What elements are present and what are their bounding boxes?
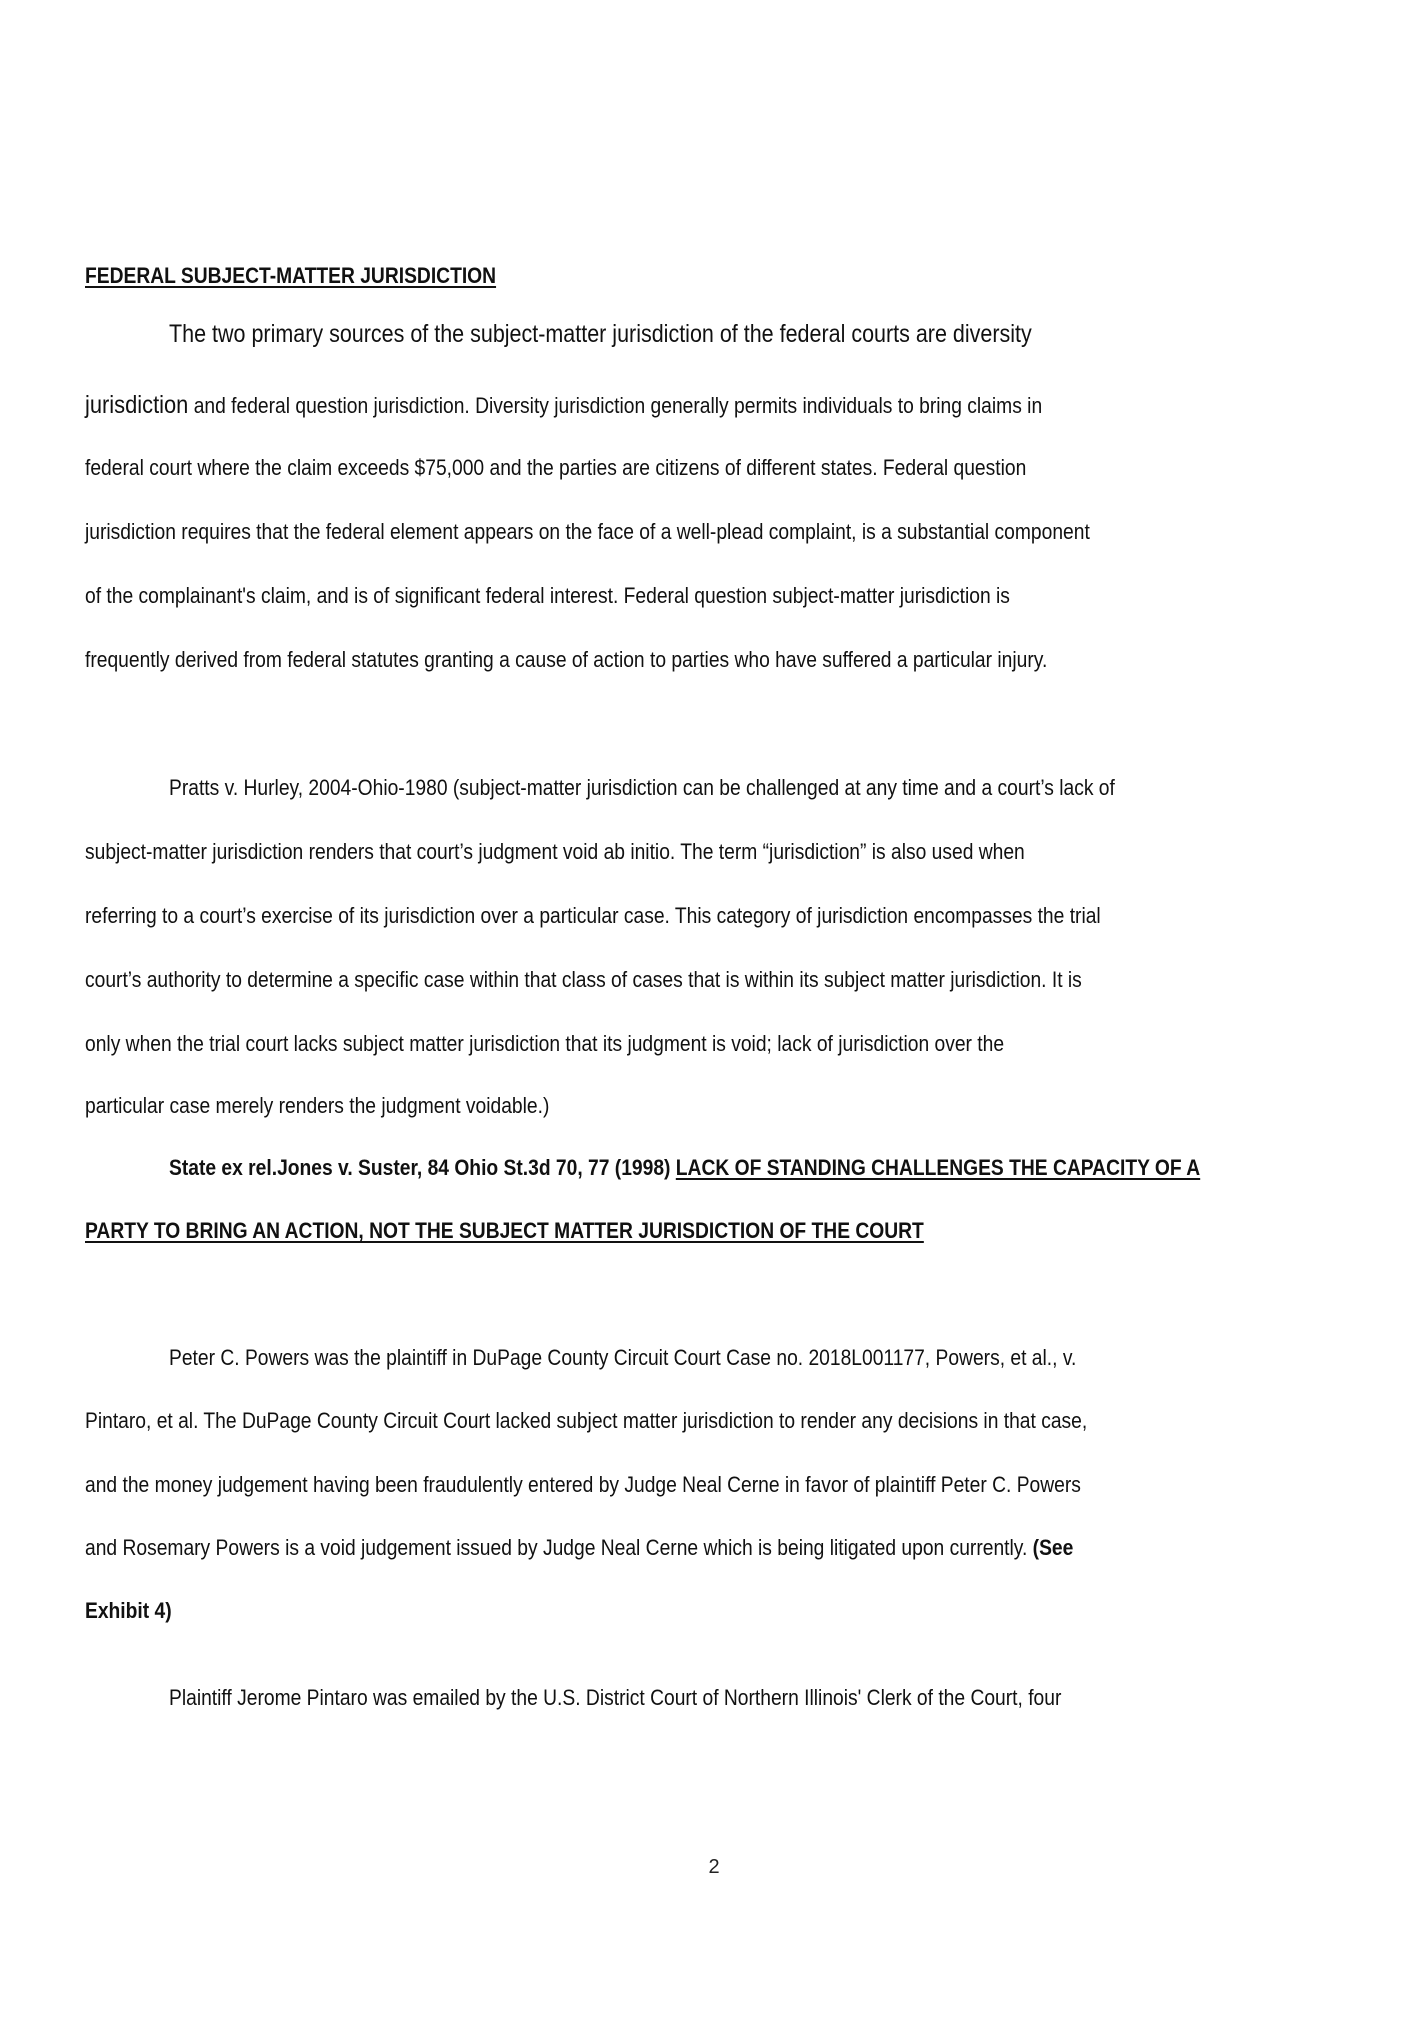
paragraph-1-line-2 [85,392,1042,419]
paragraph-2-line-4: court’s authority to determine a specific case within that class of cases that is within its subject matter jurisdiction. It is [85,967,1082,992]
paragraph-1-line-3: federal court where the claim exceeds $75,000 and the parties are citizens of different states. Federal question [85,455,1027,480]
exhibit-reference-end: Exhibit 4) [85,1598,172,1623]
paragraph-2-line-5: only when the trial court lacks subject matter jurisdiction that its judgment is void; lack of jurisdiction over the [85,1031,1005,1056]
paragraph-4-line-4 [85,1535,1073,1561]
paragraph-2-line-3: referring to a court’s exercise of its jurisdiction over a particular case. This category of jurisdiction encompasses the trial [85,903,1101,928]
paragraph-1-line-6: frequently derived from federal statutes granting a cause of action to parties who have suffered a particular injury. [85,647,1048,672]
page-number: 2 [708,1856,720,1878]
paragraph-4-line-4-text: and Rosemary Powers is a void judgement issued by Judge Neal Cerne which is being litigated upon currently. [85,1535,1033,1560]
paragraph-2-line-6: particular case merely renders the judgment voidable.) [85,1093,550,1118]
holding-text-1: LACK OF STANDING CHALLENGES THE CAPACITY OF A [675,1155,1201,1180]
paragraph-3-line-1 [169,1155,1200,1181]
holding-text-2: PARTY TO BRING AN ACTION, NOT THE SUBJECT MATTER JURISDICTION OF THE COURT [85,1218,924,1243]
paragraph-4-line-2: Pintaro, et al. The DuPage County Circuit Court lacked subject matter jurisdiction to render any decisions in that case, [85,1408,1088,1433]
paragraph-1-line-1: The two primary sources of the subject-matter jurisdiction of the federal courts are diversity [169,320,1032,348]
paragraph-4-line-3: and the money judgement having been fraudulently entered by Judge Neal Cerne in favor of plaintiff Peter C. Powers [85,1472,1081,1497]
paragraph-2-line-1: Pratts v. Hurley, 2004-Ohio-1980 (subject-matter jurisdiction can be challenged at any time and a court’s lack of [169,775,1115,800]
paragraph-5-line-1: Plaintiff Jerome Pintaro was emailed by the U.S. District Court of Northern Illinois' Clerk of the Court, four [169,1685,1062,1710]
jurisdiction-word: jurisdiction [85,391,189,419]
paragraph-1-line-5: of the complainant's claim, and is of significant federal interest. Federal question subject-matter jurisdiction is [85,583,1010,608]
paragraph-1-line-4: jurisdiction requires that the federal element appears on the face of a well-plead complaint, is a substantial component [85,519,1090,544]
case-citation: State ex rel.Jones v. Suster, 84 Ohio St.3d 70, 77 (1998) [169,1155,676,1180]
paragraph-4-line-1: Peter C. Powers was the plaintiff in DuPage County Circuit Court Case no. 2018L001177, Powers, et al., v. [169,1345,1077,1370]
paragraph-1-line-2-rest: and federal question jurisdiction. Diversity jurisdiction generally permits individuals to bring claims in [188,393,1043,418]
paragraph-2-line-2: subject-matter jurisdiction renders that court’s judgment void ab initio. The term “jurisdiction” is also used when [85,839,1025,864]
section-heading: FEDERAL SUBJECT-MATTER JURISDICTION [85,263,497,288]
exhibit-reference-start: (See [1032,1535,1074,1560]
